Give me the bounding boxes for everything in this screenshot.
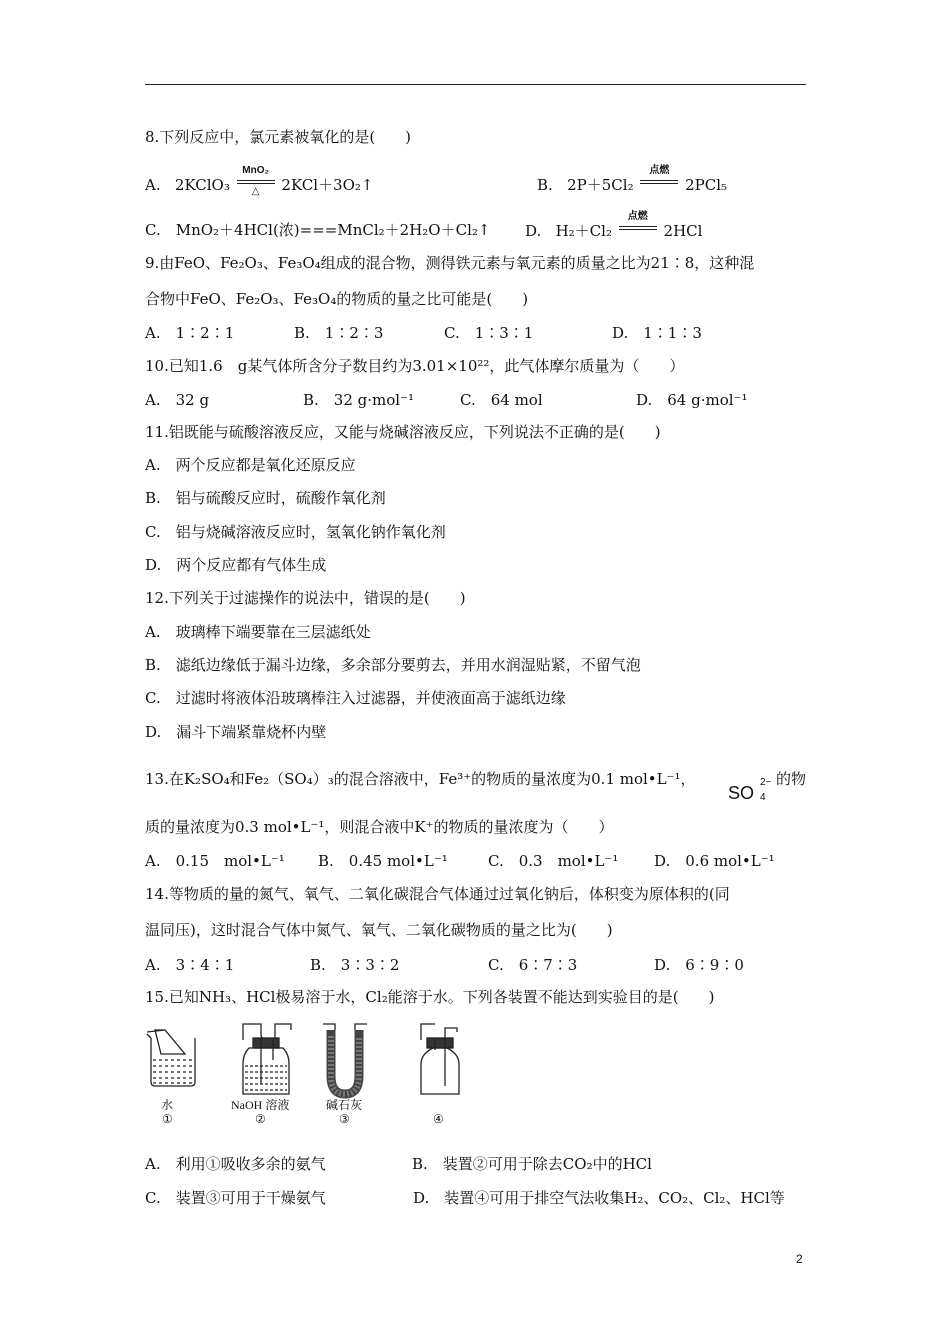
- q10-option-a: A. 32 g: [145, 391, 210, 409]
- q8-a-right: 2KCl＋3O₂↑: [281, 176, 374, 194]
- apparatus-4-number: ④: [433, 1112, 444, 1126]
- apparatus-2-label: NaOH 溶液: [231, 1098, 290, 1112]
- q11-option-c: C. 铝与烧碱溶液反应时，氢氧化钠作氧化剂: [145, 523, 446, 541]
- q13-option-a: A. 0.15 mol•L⁻¹: [145, 852, 285, 870]
- q11-stem: 11.铝既能与硫酸溶液反应，又能与烧碱溶液反应，下列说法不正确的是( ): [145, 423, 661, 441]
- q13-line1: 13.在K₂SO₄和Fe₂（SO₄）₃的混合溶液中，Fe³⁺的物质的量浓度为0.1 mol•L⁻¹，: [145, 770, 696, 788]
- q8-a-left: 2KClO₃: [174, 176, 230, 194]
- q12-option-a: A. 玻璃棒下端要靠在三层滤纸处: [145, 623, 371, 641]
- q8-d-condition: [619, 211, 657, 238]
- q15-option-d: D. 装置④可用于排空气法收集H₂、CO₂、Cl₂、HCl等: [413, 1189, 785, 1207]
- q8-d-ignite: 点燃: [627, 211, 648, 222]
- apparatus-3-number: ③: [339, 1112, 350, 1126]
- q8-b-ignite: 点燃: [649, 165, 670, 176]
- q12-option-b: B. 滤纸边缘低于漏斗边缘，多余部分要剪去，并用水润湿贴紧，不留气泡: [145, 656, 641, 674]
- beaker-funnel-icon: [147, 1030, 195, 1086]
- q8-option-c: C. MnO₂＋4HCl(浓)===MnCl₂＋2H₂O＋Cl₂↑: [145, 221, 491, 239]
- q9-option-c: C. 1∶3∶1: [444, 324, 534, 342]
- q10-option-b: B. 32 g·mol⁻¹: [303, 391, 414, 409]
- q9-line1: 9.由FeO、Fe₂O₃、Fe₃O₄组成的混合物，测得铁元素与氧元素的质量之比为21∶8，这种混: [145, 254, 755, 272]
- gas-collection-bottle-icon: [421, 1024, 459, 1094]
- q8-option-d: [525, 211, 703, 241]
- q13-line2: 质的量浓度为0.3 mol•L⁻¹，则混合液中K⁺的物质的量浓度为（ ）: [145, 818, 614, 836]
- q13-line1-end: 的物: [776, 770, 807, 788]
- q9-option-d: D. 1∶1∶3: [612, 324, 702, 342]
- q8-option-a: [145, 165, 374, 197]
- q15-stem: 15.已知NH₃、HCl极易溶于水，Cl₂能溶于水。下列各装置不能达到实验目的是( ): [145, 988, 715, 1006]
- q8-option-b: [537, 165, 728, 195]
- q8-b-left: 2P＋5Cl₂: [567, 176, 634, 194]
- q8-d-right: 2HCl: [663, 222, 703, 240]
- q15-option-c: C. 装置③可用于干燥氨气: [145, 1189, 326, 1207]
- q15-option-b: B. 装置②可用于除去CO₂中的HCl: [412, 1155, 652, 1173]
- q11-option-a: A. 两个反应都是氧化还原反应: [145, 456, 356, 474]
- q14-option-a: A. 3∶4∶1: [145, 956, 235, 974]
- apparatus-2-number: ②: [255, 1112, 266, 1126]
- q9-option-b: B. 1∶2∶3: [294, 324, 384, 342]
- apparatus-1-label: 水: [161, 1098, 174, 1112]
- q13-option-c: C. 0.3 mol•L⁻¹: [488, 852, 619, 870]
- q8-a-catalyst: MnO₂: [242, 165, 269, 176]
- u-tube-icon: [323, 1024, 367, 1094]
- apparatus-3-label: 碱石灰: [326, 1098, 363, 1112]
- q14-option-d: D. 6∶9∶0: [654, 956, 744, 974]
- q8-b-right: 2PCl₅: [685, 176, 728, 194]
- q8-b-condition: [640, 165, 678, 192]
- q8-stem: 8.下列反应中，氯元素被氧化的是( ): [145, 128, 412, 146]
- q14-option-c: C. 6∶7∶3: [488, 956, 578, 974]
- q14-line1: 14.等物质的量的氮气、氧气、二氧化碳混合气体通过过氧化钠后，体积变为原体积的(同: [145, 885, 730, 903]
- q8-a-condition: [237, 165, 275, 197]
- sulfate-subscript: 4: [760, 792, 766, 803]
- q12-option-d: D. 漏斗下端紧靠烧杯内壁: [145, 723, 327, 741]
- q15-option-a: A. 利用①吸收多余的氨气: [145, 1155, 326, 1173]
- q10-stem: 10.已知1.6 g某气体所含分子数目约为3.01×10²²，此气体摩尔质量为（ ）: [145, 357, 685, 375]
- q8-b-label: B.: [537, 176, 553, 194]
- sulfate-ion-formula: [728, 777, 772, 804]
- q9-line2: 合物中FeO、Fe₂O₃、Fe₃O₄的物质的量之比可能是( ): [145, 290, 529, 308]
- q10-option-d: D. 64 g·mol⁻¹: [636, 391, 748, 409]
- q8-a-heat: △: [251, 186, 260, 197]
- q13-option-b: B. 0.45 mol•L⁻¹: [318, 852, 448, 870]
- page-number: 2: [796, 1252, 803, 1266]
- q11-option-b: B. 铝与硫酸反应时，硫酸作氧化剂: [145, 489, 386, 507]
- q14-option-b: B. 3∶3∶2: [310, 956, 400, 974]
- header-rule: [145, 84, 806, 85]
- q10-option-c: C. 64 mol: [460, 391, 543, 409]
- sulfate-charge: 2−: [760, 777, 772, 788]
- q12-stem: 12.下列关于过滤操作的说法中，错误的是( ): [145, 589, 466, 607]
- gas-washing-bottle-icon: [243, 1024, 291, 1094]
- q8-d-left: H₂＋Cl₂: [555, 222, 612, 240]
- q11-option-d: D. 两个反应都有气体生成: [145, 556, 327, 574]
- q8-d-label: D.: [525, 222, 542, 240]
- sulfate-base: SO: [728, 783, 755, 803]
- q12-option-c: C. 过滤时将液体沿玻璃棒注入过滤器，并使液面高于滤纸边缘: [145, 689, 566, 707]
- q14-line2: 温同压)，这时混合气体中氮气、氧气、二氧化碳物质的量之比为( ): [145, 921, 613, 939]
- q8-a-label: A.: [145, 176, 161, 194]
- q9-option-a: A. 1∶2∶1: [145, 324, 235, 342]
- apparatus-figure: [145, 1020, 465, 1125]
- apparatus-1-number: ①: [162, 1112, 173, 1126]
- q13-option-d: D. 0.6 mol•L⁻¹: [654, 852, 775, 870]
